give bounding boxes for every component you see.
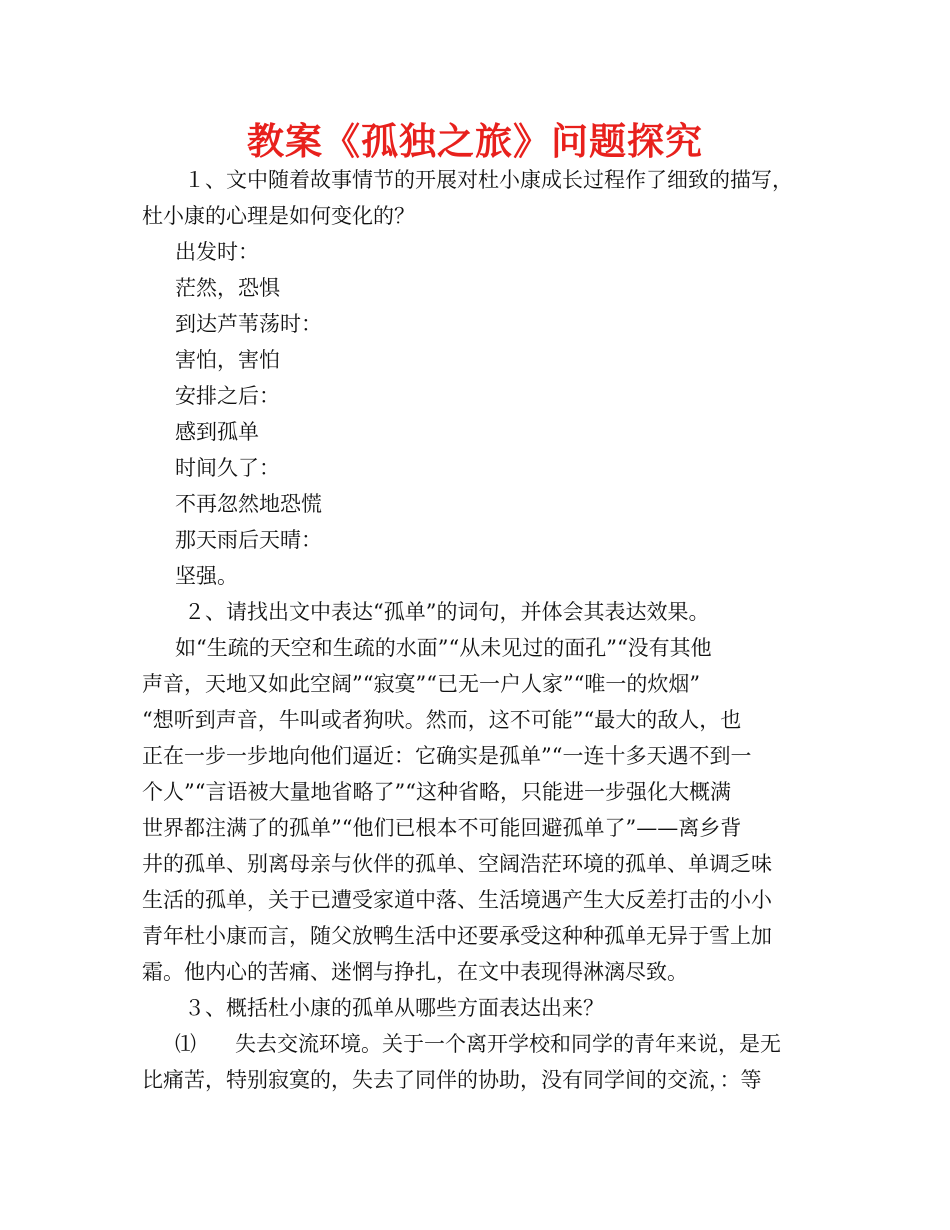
item-number: ⑴ [175,1032,196,1056]
question-2-line: ２、请找出文中表达“孤单”的词句，并体会其表达效果。 [184,600,710,624]
stage-label: 时间久了： [175,456,280,480]
question-1-line-1: １、文中随着故事情节的开展对杜小康成长过程作了细致的描写， [184,168,793,192]
document-title: 教案《孤独之旅》问题探究 [247,120,703,163]
answer-3-item-1-text: 失去交流环境。关于一个离开学校和同学的青年来说，是无 [235,1032,781,1056]
answer-2-line: 正在一步一步地向他们逼近：它确实是孤单”“一连十多天遇不到一 [142,744,752,768]
stage-feeling: 茫然，恐惧 [175,276,280,300]
stage-label: 到达芦苇荡时： [175,312,322,336]
answer-2-line: 世界都注满了的孤单”“他们已根本不可能回避孤单了”——离乡背 [142,816,742,840]
stage-label: 出发时： [175,240,259,264]
stage-label: 安排之后： [175,384,280,408]
answer-2-line: 霜。他内心的苦痛、迷惘与挣扎，在文中表现得淋漓尽致。 [142,960,688,984]
answer-2-line: 生活的孤单，关于已遭受家道中落、生活境遇产生大反差打击的小小 [142,888,772,912]
stage-feeling: 感到孤单 [175,420,259,444]
answer-2-line: 声音，天地又如此空阔”“寂寞”“已无一户人家”“唯一的炊烟” [142,672,701,696]
answer-2-line: 如“生疏的天空和生疏的水面”“从未见过的面孔”“没有其他 [175,636,712,660]
answer-2-line: 井的孤单、别离母亲与伙伴的孤单、空阔浩茫环境的孤单、单调乏味 [142,852,772,876]
question-1-line-2: 杜小康的心理是如何变化的？ [142,204,415,228]
answer-3-item-1 [142,1026,812,1062]
question-3-line: ３、概括杜小康的孤单从哪些方面表达出来？ [184,996,604,1020]
stage-label: 那天雨后天晴： [175,528,322,552]
stage-feeling: 不再忽然地恐慌 [175,492,322,516]
document-body [142,162,812,1098]
stage-feeling: 坚强。 [175,564,238,588]
answer-3-line: 比痛苦，特别寂寞的，失去了同伴的协助，没有同学间的交流，：等 [142,1068,762,1092]
answer-2-line: 个人”“言语被大量地省略了”“这种省略，只能进一步强化大概满 [142,780,731,804]
stage-feeling: 害怕，害怕 [175,348,280,372]
answer-2-line: “想听到声音，牛叫或者狗吠。然而，这不可能”“最大的敌人，也 [142,708,742,732]
answer-2-line: 青年杜小康而言，随父放鸭生活中还要承受这种种孤单无异于雪上加 [142,924,772,948]
